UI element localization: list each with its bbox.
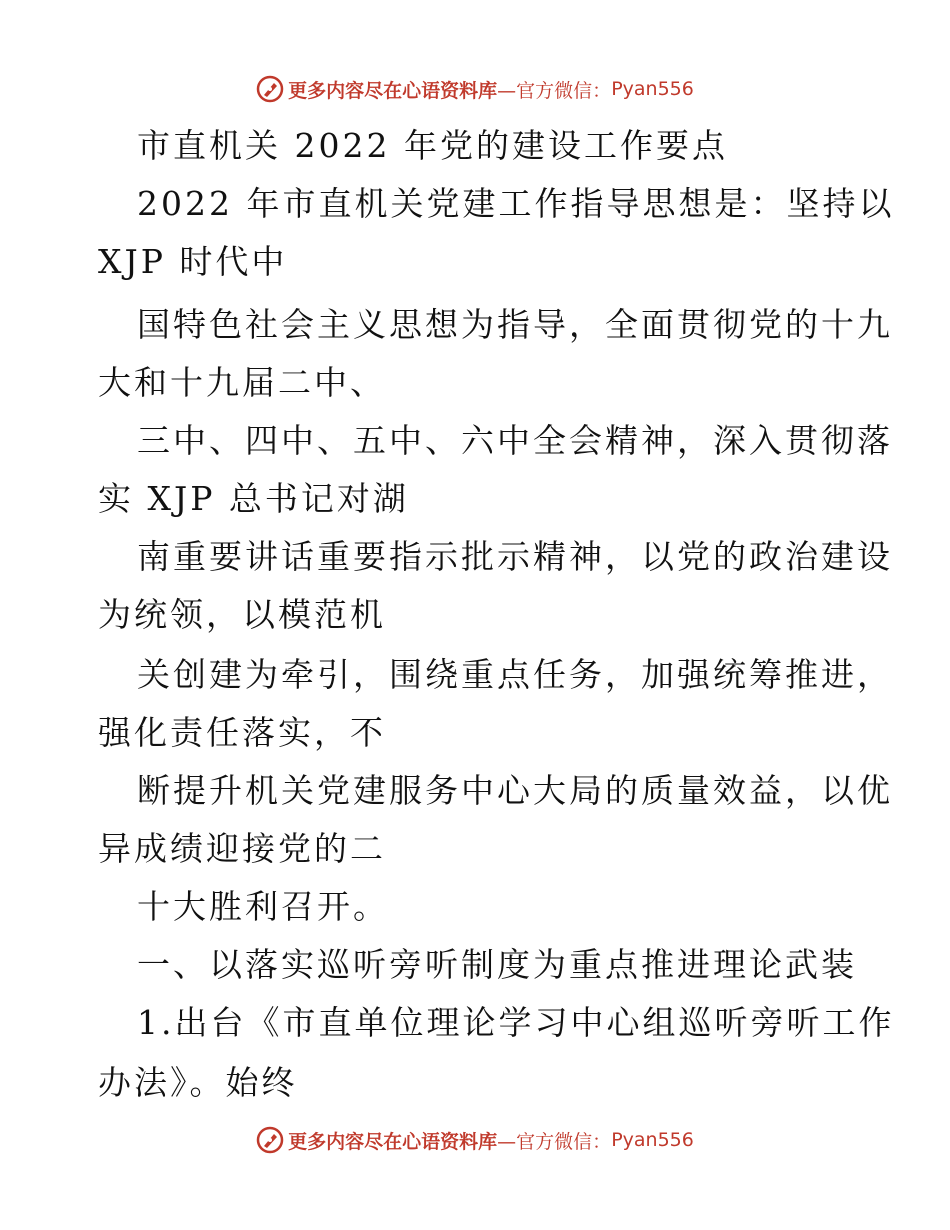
footer-watermark xyxy=(0,1123,950,1157)
paragraph-line: 2022 年市直机关党建工作指导思想是：坚持以 xyxy=(137,184,895,223)
paragraph-line: 南重要讲话重要指示批示精神，以党的政治建设 xyxy=(137,537,893,576)
paragraph-line: 十大胜利召开。 xyxy=(137,887,389,926)
paragraph-line: 国特色社会主义思想为指导，全面贯彻党的十九 xyxy=(137,305,893,344)
paragraph-line: 关创建为牵引，围绕重点任务，加强统筹推进， xyxy=(137,655,893,694)
paragraph-line: 断提升机关党建服务中心大局的质量效益，以优 xyxy=(137,771,893,810)
watermark-separator: —官方微信： xyxy=(497,79,612,102)
document-title: 市直机关 2022 年党的建设工作要点 xyxy=(137,126,728,165)
pen-in-circle-icon xyxy=(256,75,284,103)
paragraph-line: 大和十九届二中、 xyxy=(98,363,386,402)
paragraph-line: 1.出台《市直单位理论学习中心组巡听旁听工作 xyxy=(137,1003,895,1042)
watermark-separator: —官方微信： xyxy=(497,1130,612,1153)
paragraph-line: 强化责任落实，不 xyxy=(98,713,386,752)
watermark-text: 更多内容尽在心语资料库 xyxy=(288,79,498,102)
paragraph-line: 办法》。始终 xyxy=(98,1063,298,1102)
paragraph-line: XJP 时代中 xyxy=(98,242,288,281)
paragraph-line: 三中、四中、五中、六中全会精神，深入贯彻落 xyxy=(137,421,893,460)
watermark-wechat-id: Pyan556 xyxy=(611,1129,694,1151)
pen-in-circle-icon xyxy=(256,1126,284,1154)
section-heading: 一、以落实巡听旁听制度为重点推进理论武装 xyxy=(137,945,857,984)
paragraph-line: 实 XJP 总书记对湖 xyxy=(98,479,409,518)
watermark-text: 更多内容尽在心语资料库 xyxy=(288,1130,498,1153)
paragraph-line: 为统领，以模范机 xyxy=(98,595,386,634)
paragraph-line: 异成绩迎接党的二 xyxy=(98,829,386,868)
header-watermark xyxy=(0,72,950,106)
watermark-wechat-id: Pyan556 xyxy=(611,78,694,100)
